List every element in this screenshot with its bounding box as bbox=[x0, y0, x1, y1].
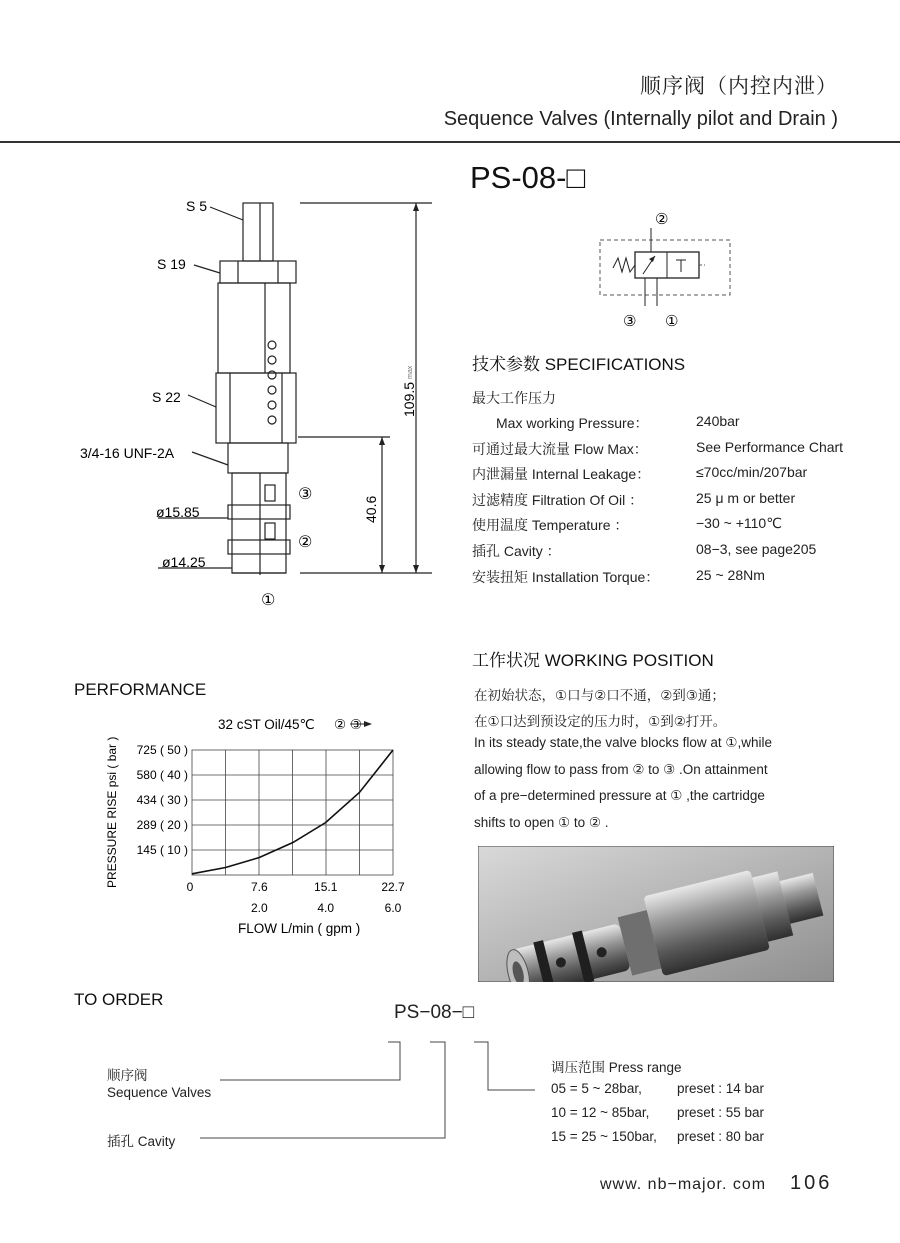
chart-x-tick: 7.6 bbox=[250, 880, 268, 894]
spec-value: See Performance Chart bbox=[696, 439, 844, 455]
chart-y-tick: 289 ( 20 ) bbox=[136, 818, 188, 832]
port-1-label: ① bbox=[261, 592, 276, 609]
dim-total-suffix: max bbox=[407, 365, 414, 379]
chart-y-tick: 725 ( 50 ) bbox=[136, 743, 188, 757]
order-range-preset: preset : 14 bar bbox=[677, 1081, 765, 1096]
footer-website: www. nb−major. com bbox=[600, 1176, 767, 1193]
symbol-port-1: ① bbox=[665, 313, 679, 330]
page-number: 106 bbox=[790, 1172, 833, 1194]
performance-chart bbox=[96, 710, 426, 950]
chart-x-tick: 15.1 bbox=[314, 880, 338, 894]
spec-label: Max working Pressure： bbox=[496, 415, 649, 431]
spec-label: 过滤精度 Filtration Of Oil ： bbox=[472, 492, 644, 508]
order-cavity: 插孔 Cavity bbox=[107, 1134, 176, 1149]
label-s5: S 5 bbox=[186, 198, 208, 214]
product-photo bbox=[478, 846, 834, 982]
order-code: PS−08−□ bbox=[394, 1002, 475, 1023]
port-2-label: ② bbox=[298, 534, 313, 551]
header-divider bbox=[0, 141, 900, 143]
chart-y-tick: 434 ( 30 ) bbox=[136, 793, 188, 807]
spec-value: −30 ~ +110℃ bbox=[696, 515, 782, 531]
chart-x-tick-gpm: 4.0 bbox=[317, 901, 335, 915]
order-range-code: 05 = 5 ~ 28bar, bbox=[551, 1081, 642, 1096]
spec-label: 可通过最大流量 Flow Max： bbox=[472, 441, 648, 457]
spec-value: ≤70cc/min/207bar bbox=[696, 464, 808, 480]
working-position-line: In its steady state,the valve blocks flow at ①,while bbox=[474, 735, 772, 750]
working-position-line: 在初始状态，①口与②口不通，②到③通； bbox=[474, 688, 725, 703]
chart-y-axis-label: PRESSURE RISE psi ( bar ) bbox=[105, 736, 119, 888]
spec-value: 08−3, see page205 bbox=[696, 541, 817, 557]
dim-port-length: 40.6 bbox=[363, 495, 379, 523]
chart-x-tick: 22.7 bbox=[381, 880, 405, 894]
working-position-line: of a pre−determined pressure at ① ,the cartridge bbox=[474, 788, 765, 803]
chart-x-tick: 0 bbox=[186, 880, 194, 894]
port-3-label: ③ bbox=[298, 486, 313, 503]
performance-title: PERFORMANCE bbox=[74, 680, 207, 699]
label-d1425: ø14.25 bbox=[162, 554, 206, 570]
chart-x-tick-gpm: 2.0 bbox=[250, 901, 268, 915]
spec-label: 插孔 Cavity ： bbox=[472, 543, 561, 559]
spec-value: 240bar bbox=[696, 413, 740, 429]
working-position-line: 在①口达到预设定的压力时，①到②打开。 bbox=[474, 714, 727, 729]
header-title-cn: 顺序阀（内控内泄） bbox=[640, 75, 838, 98]
cartridge-drawing bbox=[60, 185, 460, 615]
order-press-range-title: 调压范围 Press range bbox=[551, 1060, 682, 1075]
spec-value: 25 ~ 28Nm bbox=[696, 567, 765, 583]
header-title-en: Sequence Valves (Internally pilot and Drain ) bbox=[443, 108, 838, 130]
chart-grid bbox=[192, 750, 393, 875]
spec-label: 使用温度 Temperature ： bbox=[472, 517, 629, 533]
model-code: PS-08-□ bbox=[470, 160, 586, 195]
order-valve-en: Sequence Valves bbox=[107, 1085, 212, 1100]
order-range-code: 10 = 12 ~ 85bar, bbox=[551, 1105, 650, 1120]
chart-flow-direction: ② ③ bbox=[334, 717, 362, 732]
working-position-title: 工作状况 WORKING POSITION bbox=[472, 651, 714, 670]
symbol-port-2: ② bbox=[655, 211, 669, 228]
order-range-code: 15 = 25 ~ 150bar, bbox=[551, 1129, 657, 1144]
chart-y-tick: 145 ( 10 ) bbox=[136, 843, 188, 857]
order-range-preset: preset : 80 bar bbox=[677, 1129, 765, 1144]
order-range-preset: preset : 55 bar bbox=[677, 1105, 765, 1120]
working-position-line: allowing flow to pass from ② to ③ .On attainment bbox=[474, 762, 768, 777]
label-s22: S 22 bbox=[152, 389, 181, 405]
working-position-line: shifts to open ① to ② . bbox=[474, 815, 609, 830]
chart-x-axis-label: FLOW L/min ( gpm ) bbox=[238, 921, 361, 936]
specs-title: 技术参数 SPECIFICATIONS bbox=[472, 355, 686, 374]
symbol-port-3: ③ bbox=[623, 313, 637, 330]
to-order-title: TO ORDER bbox=[74, 990, 164, 1009]
spec-value: 25 μ m or better bbox=[696, 490, 796, 506]
label-d1585: ø15.85 bbox=[156, 504, 200, 520]
chart-y-tick: 580 ( 40 ) bbox=[136, 768, 188, 782]
chart-x-tick-gpm: 6.0 bbox=[384, 901, 402, 915]
chart-subtitle: 32 cST Oil/45℃ bbox=[218, 717, 315, 732]
spec-label: 安装扭矩 Installation Torque： bbox=[472, 569, 660, 585]
label-s19: S 19 bbox=[157, 256, 186, 272]
dim-total-length: 109.5 bbox=[401, 381, 417, 417]
order-valve-cn: 顺序阀 bbox=[107, 1068, 148, 1083]
spec-label: 内泄漏量 Internal Leakage： bbox=[472, 466, 651, 482]
order-leader-lines bbox=[190, 1030, 550, 1150]
hydraulic-symbol bbox=[595, 210, 735, 335]
label-thread: 3/4-16 UNF-2A bbox=[80, 445, 175, 461]
spec-label: 最大工作压力 bbox=[472, 390, 556, 406]
